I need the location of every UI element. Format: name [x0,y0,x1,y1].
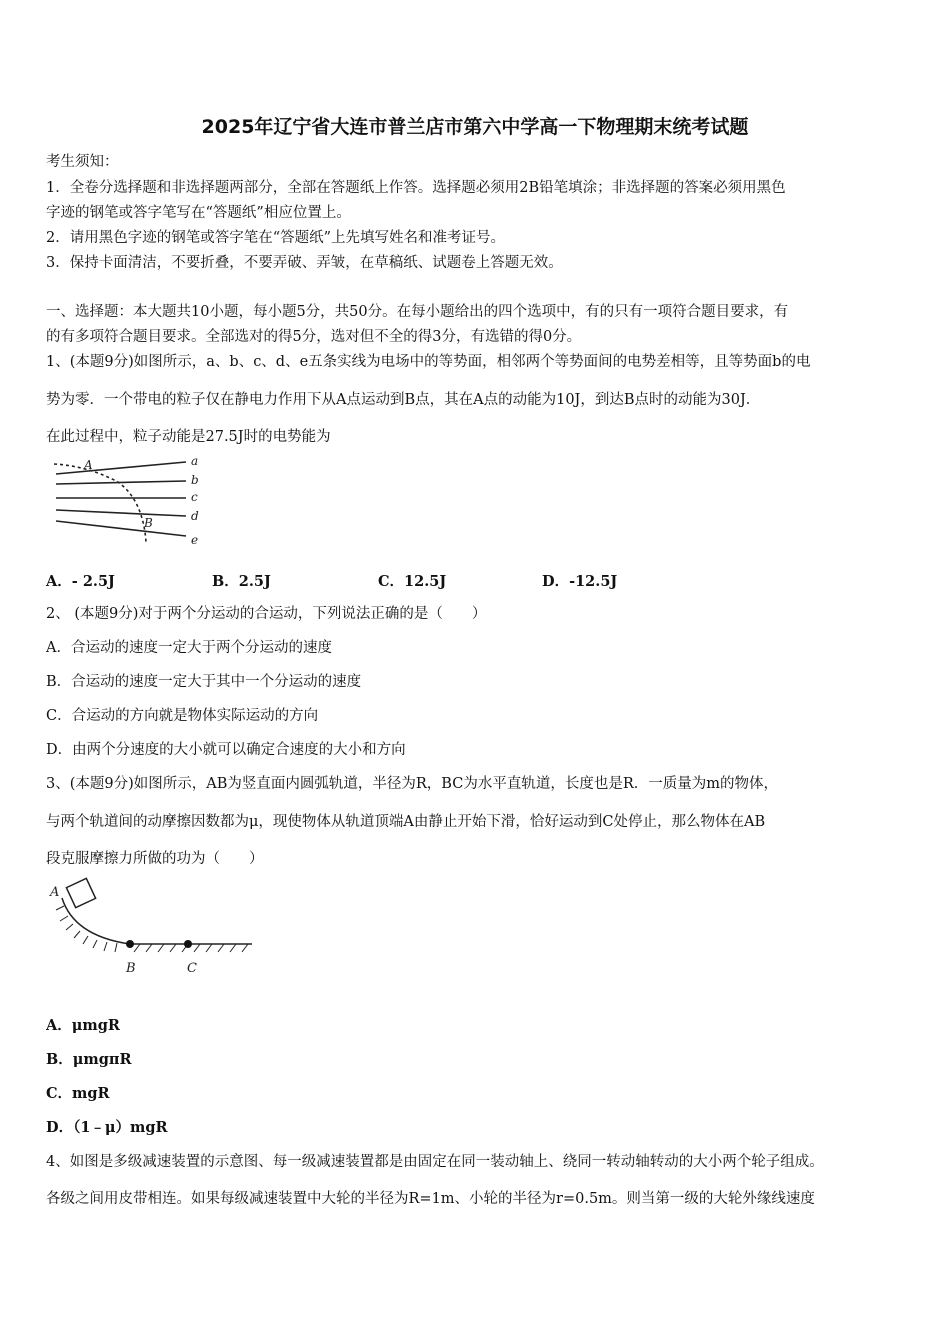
label-A: A [50,885,60,900]
q2-option-d: D．由两个分速度的大小就可以确定合速度的大小和方向 [46,742,406,758]
notice-item: 3．保持卡面清洁，不要折叠，不要弄破、弄皱，在草稿纸、试题卷上答题无效。 [46,255,563,271]
option-text: 2.5J [238,573,271,590]
option-text: 12.5J [404,573,447,590]
q3-stem: 3、(本题9分)如图所示，AB为竖直面内圆弧轨道，半径为R，BC为水平直轨道，长度也是R．一质量为m的物体， [46,776,778,792]
notice-item: 2．请用黑色字迹的钢笔或答字笔在“答题纸”上先填写姓名和准考证号。 [46,230,506,246]
option-letter: C． [378,573,405,590]
label-b: b [191,473,199,487]
q1-stem: 1、(本题9分)如图所示，a、b、c、d、e五条实线为电场中的等势面，相邻两个等势面间的电势差相等，且等势面b的电 [46,354,811,370]
arc-track-figure [44,876,259,981]
option-text: -12.5J [569,573,618,590]
q1-option-b [212,570,271,591]
point-C-dot [184,940,192,948]
notice-item: 1．全卷分选择题和非选择题两部分，全部在答题纸上作答。选择题必须用2B铅笔填涂；非选择题的答案必须用黑色 [46,180,786,196]
q3-option-d: D．（1﹣μ）mgR [46,1119,168,1136]
q1-stem: 在此过程中，粒子动能是27.5J时的电势能为 [46,429,331,445]
q1-option-c [378,570,446,591]
label-C: C [187,961,197,976]
option-letter: D． [542,573,570,590]
label-e: e [191,533,199,547]
equipotential-line-a [56,462,186,474]
q1-option-d [542,570,617,591]
page-title: 2025年辽宁省大连市普兰店市第六中学高一下物理期末统考试题 [201,116,749,138]
q1-stem: 势为零．一个带电的粒子仅在静电力作用下从A点运动到B点，其在A点的动能为10J，到达B点时的动能为30J． [46,392,761,408]
sliding-block [66,878,95,907]
equipotential-line-e [56,521,186,536]
q3-option-a: A．μmgR [46,1017,120,1034]
equipotential-figure [48,452,218,552]
point-B-dot [126,940,134,948]
label-a: a [191,454,199,468]
notice-item: 字迹的钢笔或答字笔写在“答题纸”相应位置上。 [46,205,351,221]
equipotential-line-d [56,510,186,516]
label-d: d [191,509,199,523]
q4-stem: 4、如图是多级减速装置的示意图、每一级减速装置都是由固定在同一装动轴上、绕同一转动轴转动的大小两个轮子组成。 [46,1154,824,1170]
label-B: B [126,961,136,976]
q2-option-c: C．合运动的方向就是物体实际运动的方向 [46,708,319,724]
option-text: - 2.5J [71,573,115,590]
q3-option-c: C．mgR [46,1085,110,1102]
label-A: A [84,458,93,472]
notice-heading: 考生须知： [46,154,119,170]
q3-stem: 与两个轨道间的动摩擦因数都为μ，现使物体从轨道顶端A由静止开始下滑，恰好运动到C处停止，那么物体在AB [46,814,766,830]
option-letter: A． [46,573,72,590]
arc-track [62,898,130,944]
equipotential-line-b [56,481,186,484]
q2-option-b: B．合运动的速度一定大于其中一个分运动的速度 [46,674,362,690]
q2-option-a: A．合运动的速度一定大于两个分运动的速度 [46,640,332,656]
q1-option-a [46,570,115,591]
option-letter: B． [212,573,239,590]
q4-stem: 各级之间用皮带相连。如果每级减速装置中大轮的半径为R=1m、小轮的半径为r=0.5m。则当第一级的大轮外缘线速度 [46,1191,815,1207]
q3-option-b: B．μmgπR [46,1051,132,1068]
label-B: B [144,516,153,530]
section-instructions: 的有多项符合题目要求。全部选对的得5分，选对但不全的得3分，有选错的得0分。 [46,329,582,345]
q2-stem: 2、 (本题9分)对于两个分运动的合运动，下列说法正确的是（ ） [46,606,487,622]
q3-stem: 段克服摩擦力所做的功为（ ） [46,851,264,867]
label-c: c [191,490,198,504]
section-instructions: 一、选择题：本大题共10小题，每小题5分，共50分。在每小题给出的四个选项中，有的只有一项符合题目要求，有 [46,304,789,320]
